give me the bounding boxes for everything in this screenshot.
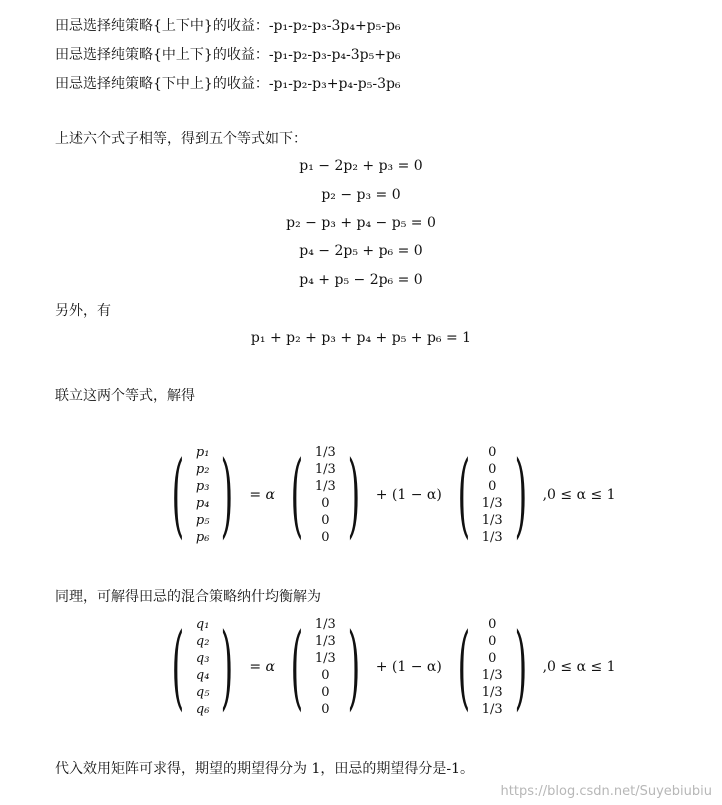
sum-equation: p₁ + p₂ + p₃ + p₄ + p₅ + p₆ = 1 bbox=[250, 330, 472, 346]
left-paren: ( bbox=[290, 441, 304, 548]
matrix-p-equation bbox=[160, 440, 620, 550]
alpha-condition: ,0 ≤ α ≤ 1 bbox=[542, 659, 616, 675]
equation-2: p₂ − p₃ = 0 bbox=[321, 187, 401, 203]
conclusion-text: 代入效用矩阵可求得，期望的期望得分为 1，田忌的期望得分是-1。 bbox=[55, 761, 474, 777]
vector-entry: 0 bbox=[488, 445, 497, 460]
vector-entry: 1/3 bbox=[314, 445, 336, 460]
left-paren: ( bbox=[171, 441, 185, 548]
left-paren: ( bbox=[457, 441, 471, 548]
q-vector bbox=[196, 616, 210, 718]
equals-alpha: = α bbox=[249, 487, 275, 503]
right-paren: ) bbox=[514, 441, 527, 548]
q-var: q₅ bbox=[195, 685, 210, 700]
equals-alpha: = α bbox=[249, 659, 275, 675]
six-equal-text: 上述六个式子相等，得到五个等式如下： bbox=[55, 131, 307, 147]
alpha-condition: ,0 ≤ α ≤ 1 bbox=[542, 487, 616, 503]
vector-entry: 0 bbox=[321, 668, 330, 683]
equation-1: p₁ − 2p₂ + p₃ = 0 bbox=[299, 158, 423, 174]
strategy-line-2: 田忌选择纯策略{中上下}的收益：-p₁-p₂-p₃-p₄-3p₅+p₆ bbox=[55, 47, 401, 63]
vector-entry: 0 bbox=[321, 685, 330, 700]
right-paren: ) bbox=[347, 441, 361, 548]
left-paren: ( bbox=[290, 613, 304, 720]
watermark: https://blog.csdn.net/Suyebiubiu bbox=[500, 784, 712, 799]
vector-entry: 1/3 bbox=[314, 479, 336, 494]
right-paren: ) bbox=[221, 613, 234, 720]
vector-entry: 0 bbox=[321, 496, 330, 511]
similarly-text: 同理，可解得田忌的混合策略纳什均衡解为 bbox=[55, 589, 321, 605]
right-paren: ) bbox=[347, 613, 361, 720]
p-var: p₅ bbox=[195, 513, 210, 528]
vector-entry: 0 bbox=[321, 513, 330, 528]
vector-entry: 1/3 bbox=[481, 530, 503, 545]
left-paren: ( bbox=[171, 613, 185, 720]
p-var: p₁ bbox=[195, 445, 210, 460]
vector-entry: 1/3 bbox=[481, 668, 503, 683]
equation-4: p₄ − 2p₅ + p₆ = 0 bbox=[299, 243, 423, 259]
q-var: q₆ bbox=[195, 702, 210, 717]
q-var: q₂ bbox=[195, 634, 210, 649]
in-addition-text: 另外，有 bbox=[55, 303, 111, 319]
vector-entry: 1/3 bbox=[314, 651, 336, 666]
strategy-line-3: 田忌选择纯策略{下中上}的收益：-p₁-p₂-p₃+p₄-p₅-3p₆ bbox=[55, 76, 401, 92]
p-var: p₄ bbox=[195, 496, 210, 511]
p-var: p₆ bbox=[195, 530, 210, 545]
right-paren: ) bbox=[221, 441, 234, 548]
p-var: p₂ bbox=[195, 462, 210, 477]
vector-entry: 1/3 bbox=[481, 513, 503, 528]
vector-entry: 1/3 bbox=[314, 634, 336, 649]
vector-entry: 1/3 bbox=[314, 462, 336, 477]
left-paren: ( bbox=[457, 613, 471, 720]
strategy-line-1: 田忌选择纯策略{上下中}的收益：-p₁-p₂-p₃-3p₄+p₅-p₆ bbox=[55, 18, 401, 34]
vector-entry: 0 bbox=[488, 634, 497, 649]
q-var: q₁ bbox=[195, 617, 210, 632]
vector-entry: 0 bbox=[488, 617, 497, 632]
vector-entry: 0 bbox=[488, 651, 497, 666]
vector-entry: 1/3 bbox=[481, 685, 503, 700]
vector-2 bbox=[482, 616, 503, 718]
vector-entry: 1/3 bbox=[314, 617, 336, 632]
p-vector bbox=[196, 444, 210, 546]
right-paren: ) bbox=[514, 613, 527, 720]
matrix-q-equation bbox=[160, 612, 620, 722]
vector-entry: 0 bbox=[488, 462, 497, 477]
vector-entry: 0 bbox=[321, 530, 330, 545]
plus-term: + (1 − α) bbox=[375, 487, 442, 503]
q-var: q₄ bbox=[195, 668, 210, 683]
vector-entry: 1/3 bbox=[481, 496, 503, 511]
plus-term: + (1 − α) bbox=[375, 659, 442, 675]
vector-1 bbox=[315, 616, 336, 718]
vector-1 bbox=[315, 444, 336, 546]
vector-2 bbox=[482, 444, 503, 546]
vector-entry: 0 bbox=[488, 479, 497, 494]
q-var: q₃ bbox=[195, 651, 210, 666]
vector-entry: 1/3 bbox=[481, 702, 503, 717]
equation-3: p₂ − p₃ + p₄ − p₅ = 0 bbox=[286, 215, 436, 231]
solve-together-text: 联立这两个等式，解得 bbox=[55, 388, 195, 404]
vector-entry: 0 bbox=[321, 702, 330, 717]
p-var: p₃ bbox=[195, 479, 210, 494]
equation-5: p₄ + p₅ − 2p₆ = 0 bbox=[299, 272, 423, 288]
